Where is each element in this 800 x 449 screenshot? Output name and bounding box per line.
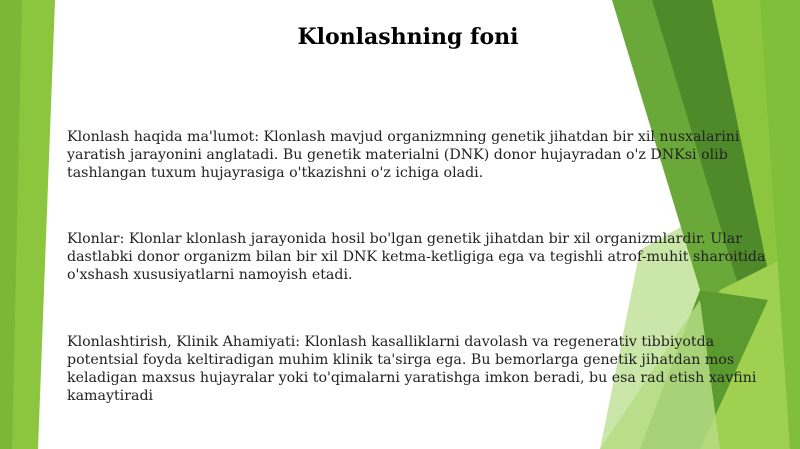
slide-title: Klonlashning foni — [297, 24, 519, 50]
paragraph-clinical-significance: Klonlashtirish, Klinik Ahamiyati: Klonlash kasalliklarni davolash va regenerativ tibbiyotda potentsial foyda keltiradigan muhim klinik ta'sirga ega. Bu bemorlarga genetik jihatdan mos keladigan maxsus hujayralar yoki to'qimalarni yaratishga imkon beradi, bu esa rad etish xavfini kamaytiradi — [67, 334, 757, 404]
paragraph-clones: Klonlar: Klonlar klonlash jarayonida hosil bo'lgan genetik jihatdan bir xil organizmlardir. Ular dastlabki donor organizm bilan bir xil DNK ketma-ketligiga ega va tegishli atrof-muhit sharoitida o'xshash xususiyatlarni namoyish etadi. — [67, 231, 766, 283]
paragraph-cloning-info: Klonlash haqida ma'lumot: Klonlash mavjud organizmning genetik jihatdan bir xil nusxalarini yaratish jarayonini anglatadi. Bu genetik materialni (DNK) donor hujayradan o'z DNKsi olib tashlangan tuxum hujayrasiga o'tkazishni o'z ichiga oladi. — [67, 129, 740, 181]
